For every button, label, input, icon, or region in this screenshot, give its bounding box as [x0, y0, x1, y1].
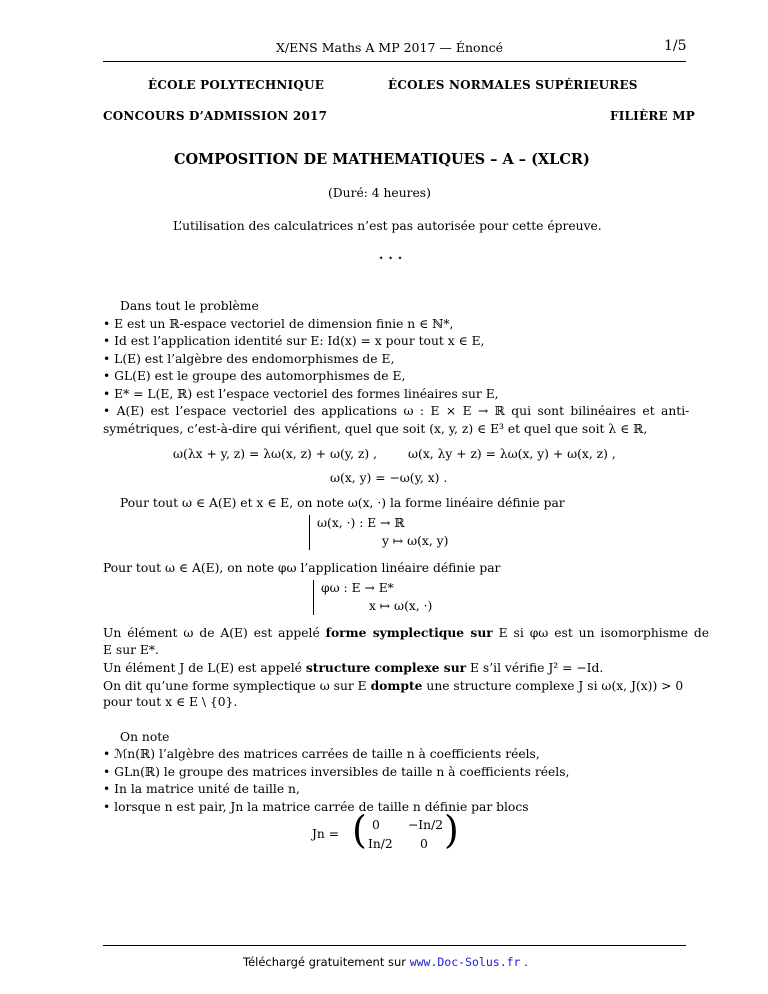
header-rule [103, 61, 686, 62]
notation-item: • ℳn(ℝ) l’algèbre des matrices carrées de taille n à coefficients réels, [103, 747, 540, 761]
omega-def-intro: Pour tout ω ∈ A(E) et x ∈ E, on note ω(x, ·) la forme linéaire définie par [120, 496, 565, 510]
notation-item: • GLn(ℝ) le groupe des matrices inversibles de taille n à coefficients réels, [103, 765, 570, 779]
duration: (Duré: 4 heures) [328, 186, 431, 200]
footer-rule [103, 945, 686, 946]
omega-def-row1: ω(x, ·) : E → ℝ [317, 516, 405, 530]
footer: Téléchargé gratuitement sur www.Doc-Solus.fr . [243, 955, 528, 969]
running-header: X/ENS Maths A MP 2017 — Énoncé [276, 40, 504, 55]
tames-definition-continued: pour tout x ∈ E \ {0}. [103, 695, 238, 709]
definition-item: • GL(E) est le groupe des automorphismes de E, [103, 369, 406, 383]
term-symplectic-form: forme symplectique sur [325, 625, 493, 640]
calculator-notice: L’utilisation des calculatrices n’est pas autorisée pour cette épreuve. [173, 219, 602, 233]
definition-item: • E est un ℝ-espace vectoriel de dimension finie n ∈ ℕ*, [103, 317, 454, 331]
def-bar [309, 515, 310, 550]
intro-text: Dans tout le problème [120, 299, 259, 313]
matrix-lhs: Jn = [312, 827, 340, 841]
matrix-entry: 0 [420, 837, 428, 851]
complex-structure-definition: Un élément J de L(E) est appelé structure complexe sur E s’il vérifie J² = −Id. [103, 660, 604, 675]
equation-antisymmetry: ω(x, y) = −ω(y, x) . [330, 471, 448, 485]
matrix-entry: In/2 [368, 837, 393, 851]
notation-item: • In la matrice unité de taille n, [103, 782, 300, 796]
phi-def-row2: x ↦ ω(x, ·) [369, 599, 433, 613]
institution-left: ÉCOLE POLYTECHNIQUE [148, 78, 325, 92]
symplectic-definition-continued: E sur E*. [103, 643, 159, 657]
tames-definition: On dit qu’une forme symplectique ω sur E dompte une structure complexe J si ω(x, J(x)) > 0 [103, 678, 684, 693]
stars-separator: ⋆ ⋆ ⋆ [378, 253, 404, 264]
contest-label: CONCOURS D’ADMISSION 2017 [103, 109, 328, 123]
matrix-entry: 0 [372, 818, 380, 832]
exam-title: COMPOSITION DE MATHEMATIQUES – A – (XLCR) [174, 151, 590, 168]
matrix-left-paren: ( [352, 808, 367, 852]
omega-def-row2: y ↦ ω(x, y) [382, 534, 449, 548]
notation-item: • lorsque n est pair, Jn la matrice carrée de taille n définie par blocs [103, 800, 529, 814]
track-label: FILIÈRE MP [610, 109, 695, 123]
definition-item: • Id est l’application identité sur E: Id(x) = x pour tout x ∈ E, [103, 334, 485, 348]
term-tames: dompte [370, 678, 423, 693]
notation-intro: On note [120, 730, 170, 744]
symplectic-definition: Un élément ω de A(E) est appelé forme symplectique sur E si φω est un isomorphisme de [103, 625, 710, 640]
def-bar [313, 580, 314, 615]
definition-item-continued: symétriques, c’est-à-dire qui vérifient, quel que soit (x, y, z) ∈ E³ et quel que soit λ ∈ ℝ, [103, 422, 648, 436]
definition-item: • A(E) est l’espace vectoriel des applications ω : E × E → ℝ qui sont bilinéaires et anti- [103, 404, 690, 418]
definition-item: • L(E) est l’algèbre des endomorphismes de E, [103, 352, 395, 366]
footer-link[interactable]: www.Doc-Solus.fr [409, 955, 521, 969]
page-number: 1/5 [664, 38, 687, 54]
phi-def-intro: Pour tout ω ∈ A(E), on note φω l’application linéaire définie par [103, 561, 501, 575]
matrix-entry: −In/2 [408, 818, 444, 832]
term-complex-structure: structure complexe sur [305, 660, 467, 675]
definition-item: • E* = L(E, ℝ) est l’espace vectoriel des formes linéaires sur E, [103, 387, 499, 401]
matrix-right-paren: ) [444, 808, 459, 852]
equation-linearity-right: ω(x, λy + z) = λω(x, y) + ω(x, z) , [408, 447, 616, 461]
phi-def-row1: φω : E → E* [321, 581, 394, 595]
equation-linearity-left: ω(λx + y, z) = λω(x, z) + ω(y, z) , [173, 447, 378, 461]
institution-right: ÉCOLES NORMALES SUPÉRIEURES [388, 78, 638, 92]
